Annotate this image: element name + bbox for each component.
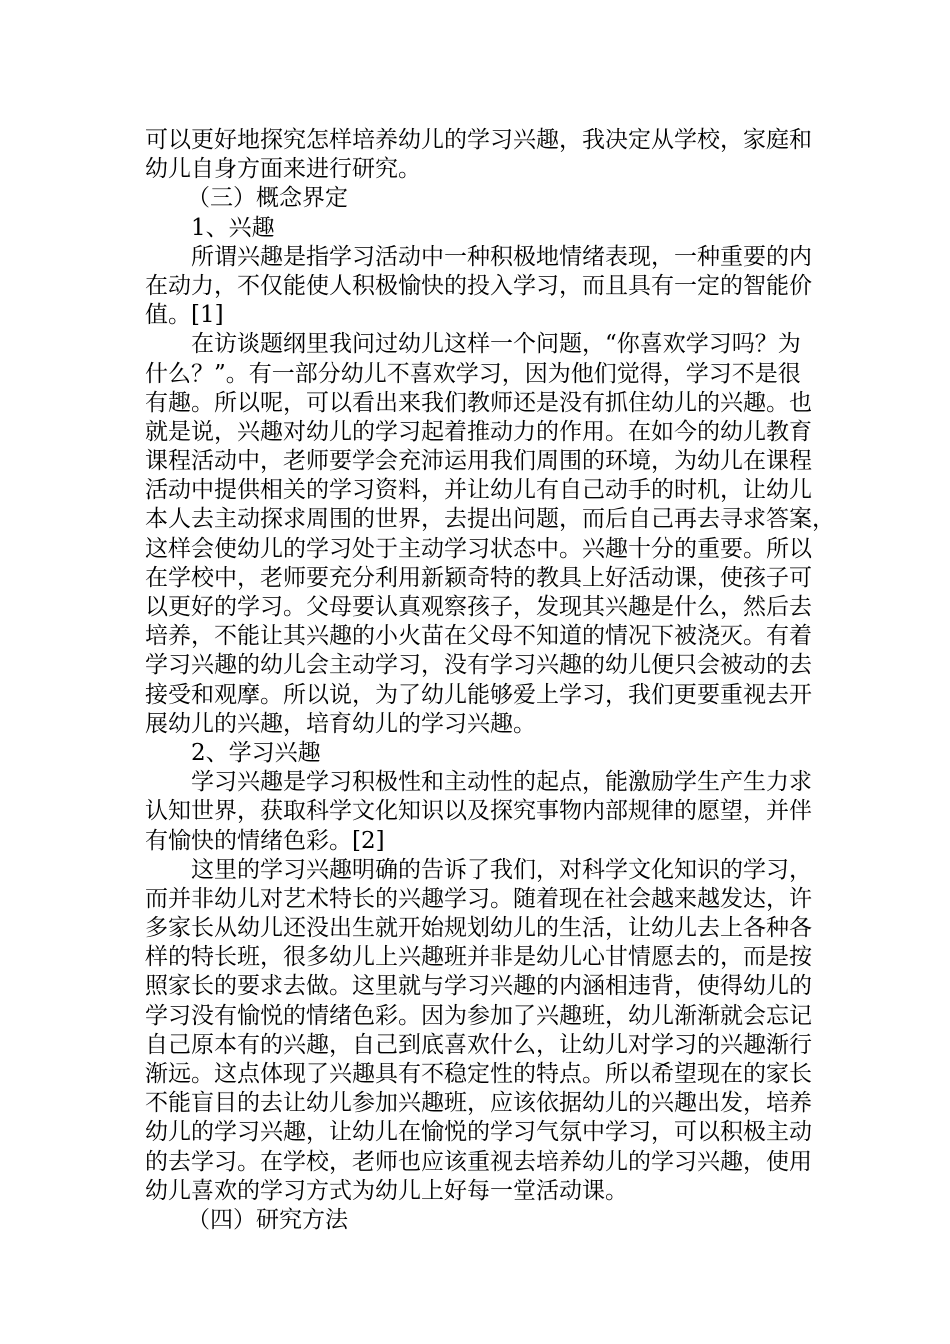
- text-line: 课程活动中，老师要学会充沛运用我们周围的环境，为幼儿在课程: [145, 448, 812, 475]
- text-line: 学习没有愉悦的情绪色彩。因为参加了兴趣班，幼儿渐渐就会忘记: [145, 1002, 812, 1029]
- text-line: 所谓兴趣是指学习活动中一种积极地情绪表现，一种重要的内: [191, 243, 812, 270]
- text-line: 本人去主动探求周围的世界，去提出问题，而后自己再去寻求答案，: [145, 506, 835, 533]
- text-line: 学习兴趣的幼儿会主动学习，没有学习兴趣的幼儿便只会被动的去: [145, 652, 812, 679]
- text-line: 培养，不能让其兴趣的小火苗在父母不知道的情况下被浇灭。有着: [145, 623, 812, 650]
- text-line: 认知世界，获取科学文化知识以及探究事物内部规律的愿望，并伴: [145, 798, 812, 825]
- text-line: 在学校中，老师要充分利用新颖奇特的教具上好活动课，使孩子可: [145, 564, 812, 591]
- text-line: （三）概念界定: [187, 185, 348, 212]
- text-line: 这样会使幼儿的学习处于主动学习状态中。兴趣十分的重要。所以: [145, 535, 812, 562]
- text-line: 多家长从幼儿还没出生就开始规划幼儿的生活，让幼儿去上各种各: [145, 915, 812, 942]
- text-line: 学习兴趣是学习积极性和主动性的起点，能激励学生产生力求: [191, 769, 812, 796]
- text-line: 有趣。所以呢，可以看出来我们教师还是没有抓住幼儿的兴趣。也: [145, 389, 812, 416]
- text-line: 有愉快的情绪色彩。[2]: [145, 827, 385, 854]
- text-line: 幼儿自身方面来进行研究。: [145, 156, 421, 183]
- text-line: 而并非幼儿对艺术特长的兴趣学习。随着现在社会越来越发达，许: [145, 885, 812, 912]
- text-line: 自己原本有的兴趣，自己到底喜欢什么，让幼儿对学习的兴趣渐行: [145, 1031, 812, 1058]
- text-line: 什么？”。有一部分幼儿不喜欢学习，因为他们觉得，学习不是很: [145, 360, 801, 387]
- text-line: 展幼儿的兴趣，培育幼儿的学习兴趣。: [145, 710, 536, 737]
- text-line: 在动力，不仅能使人积极愉快的投入学习，而且具有一定的智能价: [145, 272, 812, 299]
- text-line: 活动中提供相关的学习资料，并让幼儿有自己动手的时机，让幼儿: [145, 477, 812, 504]
- document-body: [145, 126, 835, 1235]
- text-line: 样的特长班，很多幼儿上兴趣班并非是幼儿心甘情愿去的，而是按: [145, 944, 812, 971]
- text-line: 以更好的学习。父母要认真观察孩子，发现其兴趣是什么，然后去: [145, 594, 812, 620]
- text-line: 不能盲目的去让幼儿参加兴趣班，应该依据幼儿的兴趣出发，培养: [145, 1090, 812, 1117]
- text-line: （四）研究方法: [187, 1206, 348, 1233]
- text-line: 渐远。这点体现了兴趣具有不稳定性的特点。所以希望现在的家长: [145, 1061, 812, 1087]
- text-line: 1、兴趣: [191, 214, 275, 241]
- text-line: 值。[1]: [145, 302, 224, 329]
- text-line: 接受和观摩。所以说，为了幼儿能够爱上学习，我们更要重视去开: [145, 681, 812, 708]
- text-line: 2、学习兴趣: [191, 739, 321, 766]
- text-line: 幼儿的学习兴趣，让幼儿在愉悦的学习气氛中学习，可以积极主动: [145, 1119, 812, 1146]
- text-line: 幼儿喜欢的学习方式为幼儿上好每一堂活动课。: [145, 1177, 628, 1204]
- text-line: 的去学习。在学校，老师也应该重视去培养幼儿的学习兴趣，使用: [145, 1148, 812, 1175]
- text-line: 就是说，兴趣对幼儿的学习起着推动力的作用。在如今的幼儿教育: [145, 418, 812, 445]
- text-line: 可以更好地探究怎样培养幼儿的学习兴趣，我决定从学校，家庭和: [145, 127, 812, 153]
- text-line: 这里的学习兴趣明确的告诉了我们，对科学文化知识的学习，: [191, 856, 812, 883]
- text-line: 在访谈题纲里我问过幼儿这样一个问题，“你喜欢学习吗？为: [191, 331, 801, 358]
- text-line: 照家长的要求去做。这里就与学习兴趣的内涵相违背，使得幼儿的: [145, 973, 812, 1000]
